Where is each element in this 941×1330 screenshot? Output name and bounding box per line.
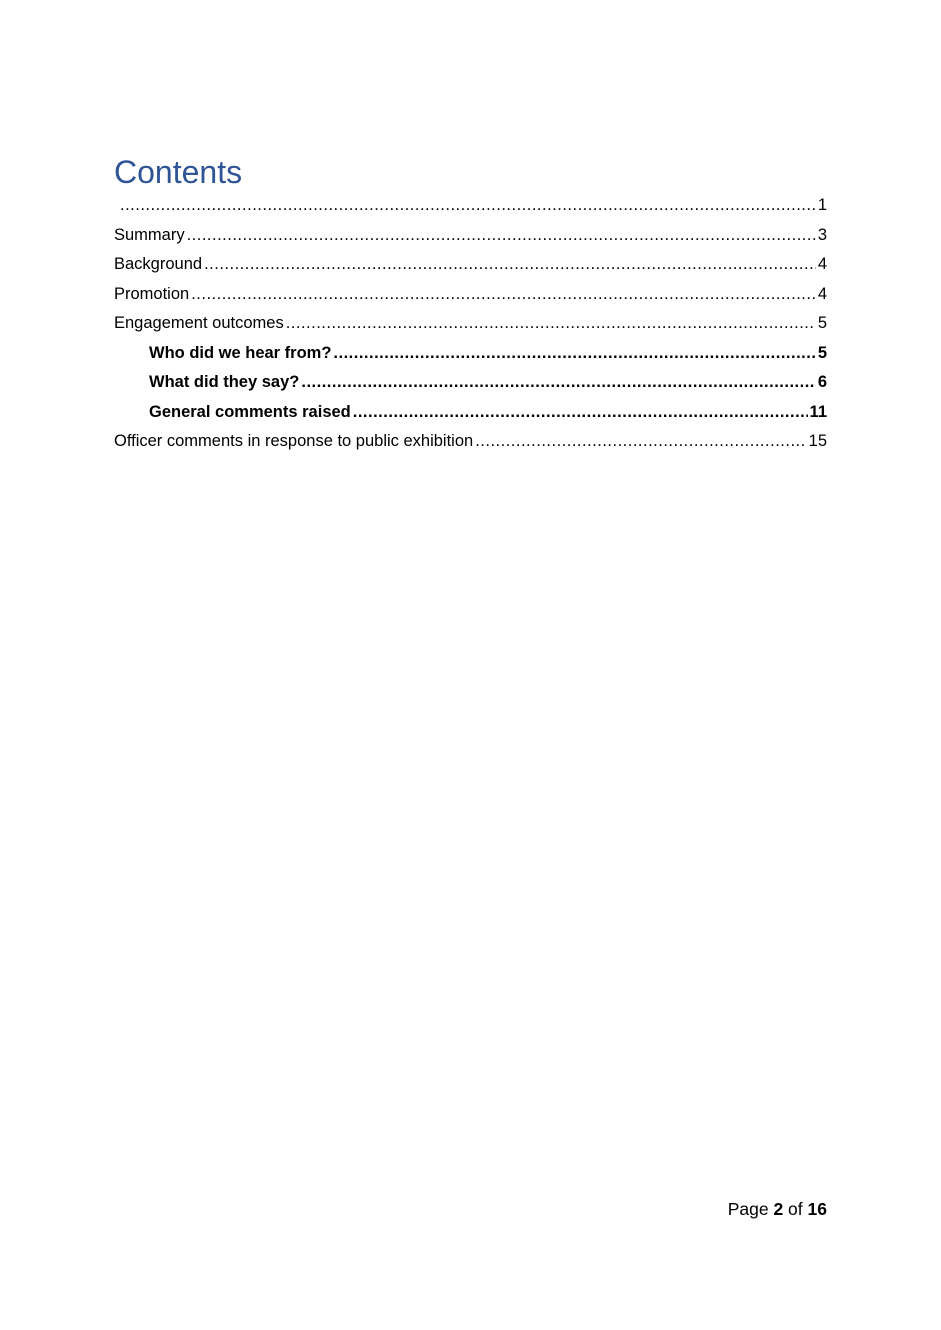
footer-total-pages: 16 [807, 1199, 827, 1219]
toc-entry-engagement-outcomes[interactable] [114, 309, 827, 339]
toc-dot-leader [204, 250, 816, 280]
toc-entry-untitled[interactable] [114, 191, 827, 221]
toc-page-number: 4 [817, 255, 827, 273]
toc-entry-what-did-they-say[interactable] [114, 368, 827, 398]
toc-page-number: 6 [817, 373, 827, 391]
toc-page-number: 4 [817, 284, 827, 303]
toc-dot-leader [475, 427, 806, 457]
toc-page-number: 11 [809, 402, 827, 421]
toc-dot-leader [120, 191, 816, 221]
toc-dot-leader [187, 221, 816, 251]
toc-entry-title: General comments raised [149, 402, 351, 421]
footer-prefix: Page [727, 1199, 769, 1219]
toc-entry-officer-comments[interactable] [114, 427, 827, 457]
toc-entry-title: Engagement outcomes [114, 314, 284, 332]
footer-of-label: of [788, 1199, 803, 1219]
toc-page-number: 1 [817, 196, 827, 214]
toc-entry-title: Who did we hear from? [149, 343, 332, 362]
toc-entry-title: Officer comments in response to public exhibition [114, 432, 474, 450]
toc-page-number: 15 [808, 432, 827, 450]
toc-entry-summary[interactable] [114, 221, 827, 251]
toc-entry-background[interactable] [114, 250, 827, 280]
page-number-footer [728, 1197, 827, 1221]
toc-page-number: 5 [817, 314, 827, 332]
toc-dot-leader [286, 309, 816, 339]
toc-entry-who-did-we-hear-from[interactable] [114, 339, 827, 369]
contents-heading: Contents [114, 154, 243, 190]
toc-dot-leader [191, 280, 816, 310]
toc-entry-general-comments-raised[interactable] [114, 398, 827, 428]
toc-entry-title: Summary [114, 225, 185, 244]
toc-entry-title: What did they say? [149, 373, 300, 391]
toc-page-number: 5 [817, 343, 827, 362]
toc-entry-title: Promotion [114, 284, 190, 303]
toc-entry-title: Background [114, 255, 203, 273]
toc-dot-leader [353, 398, 808, 428]
toc-page-number: 3 [817, 225, 827, 244]
footer-current-page: 2 [773, 1199, 784, 1219]
toc-entry-promotion[interactable] [114, 280, 827, 310]
table-of-contents [114, 191, 827, 457]
toc-dot-leader [333, 339, 815, 369]
toc-dot-leader [301, 368, 815, 398]
